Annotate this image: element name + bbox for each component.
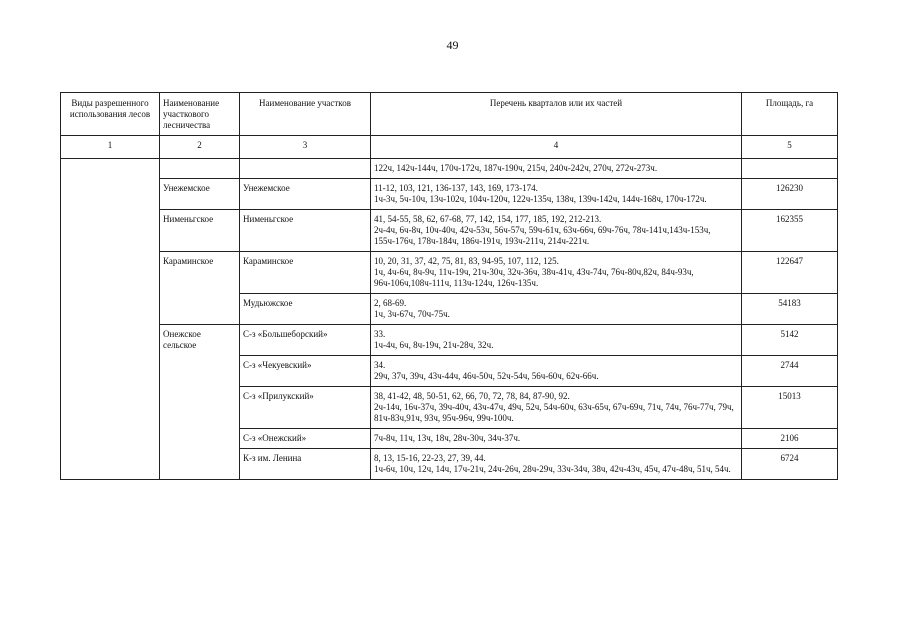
quarters-cell bbox=[371, 179, 742, 210]
page-number: 49 bbox=[446, 38, 459, 52]
use-type-cell bbox=[61, 159, 160, 480]
quarters-whole: 34. bbox=[374, 360, 386, 370]
quarters-partial: 2ч-14ч, 16ч-37ч, 39ч-40ч, 43ч-47ч, 49ч, 52ч, 54ч-60ч, 63ч-65ч, 67ч-69ч, 71ч, 74ч, 76ч-77ч, 79ч, 81ч-83ч,91ч, 93ч, 95ч-96ч, 99ч-100ч. bbox=[374, 402, 734, 423]
table-row bbox=[61, 325, 838, 356]
forestry-cell: Нименьгское bbox=[160, 210, 240, 252]
header-use-type: Виды разрешенного использования лесов bbox=[61, 93, 160, 136]
column-number: 3 bbox=[240, 136, 371, 159]
plot-cell: Нименьгское bbox=[240, 210, 371, 252]
table-header-row bbox=[61, 93, 838, 136]
quarters-cell bbox=[371, 294, 742, 325]
table-row bbox=[61, 252, 838, 294]
quarters-partial: 29ч, 37ч, 39ч, 43ч-44ч, 46ч-50ч, 52ч-54ч, 56ч-60ч, 62ч-66ч. bbox=[374, 371, 599, 381]
quarters-cell bbox=[371, 325, 742, 356]
quarters-cell bbox=[371, 210, 742, 252]
header-area: Площадь, га bbox=[742, 93, 838, 136]
forestry-cell: Караминское bbox=[160, 252, 240, 325]
column-number: 2 bbox=[160, 136, 240, 159]
header-forestry: Наименование участкового лесничества bbox=[160, 93, 240, 136]
column-number: 5 bbox=[742, 136, 838, 159]
plot-cell: Караминское bbox=[240, 252, 371, 294]
area-cell: 162355 bbox=[742, 210, 838, 252]
quarters-partial: 1ч, 3ч-67ч, 70ч-75ч. bbox=[374, 309, 450, 319]
plot-cell bbox=[240, 159, 371, 179]
column-number-row bbox=[61, 136, 838, 159]
quarters-partial: 1ч, 4ч-6ч, 8ч-9ч, 11ч-19ч, 21ч-30ч, 32ч-36ч, 38ч-41ч, 43ч-74ч, 76ч-80ч,82ч, 84ч-93ч, 96ч-106ч,108ч-111ч, 113ч-124ч, 126ч-135ч. bbox=[374, 267, 694, 288]
header-plot: Наименование участков bbox=[240, 93, 371, 136]
forest-use-table bbox=[60, 92, 838, 480]
quarters-partial: 1ч-4ч, 6ч, 8ч-19ч, 21ч-28ч, 32ч. bbox=[374, 340, 494, 350]
area-cell: 2744 bbox=[742, 356, 838, 387]
quarters-whole: 8, 13, 15-16, 22-23, 27, 39, 44. bbox=[374, 453, 486, 463]
quarters-partial: 122ч, 142ч-144ч, 170ч-172ч, 187ч-190ч, 215ч, 240ч-242ч, 270ч, 272ч-273ч. bbox=[374, 163, 658, 173]
quarters-whole: 38, 41-42, 48, 50-51, 62, 66, 70, 72, 78, 84, 87-90, 92. bbox=[374, 391, 570, 401]
table-row bbox=[61, 159, 838, 179]
quarters-partial: 7ч-8ч, 11ч, 13ч, 18ч, 28ч-30ч, 34ч-37ч. bbox=[374, 433, 521, 443]
column-number: 1 bbox=[61, 136, 160, 159]
plot-cell: К-з им. Ленина bbox=[240, 449, 371, 480]
quarters-cell bbox=[371, 356, 742, 387]
plot-cell: С-з «Онежский» bbox=[240, 429, 371, 449]
quarters-partial: 2ч-4ч, 6ч-8ч, 10ч-40ч, 42ч-53ч, 56ч-57ч, 59ч-61ч, 63ч-66ч, 69ч-76ч, 78ч-141ч,143ч-153ч, 155ч-176ч, 178ч-184ч, 186ч-191ч, 193ч-211ч, 214ч-221ч. bbox=[374, 225, 711, 246]
area-cell: 15013 bbox=[742, 387, 838, 429]
plot-cell: С-з «Большеборский» bbox=[240, 325, 371, 356]
quarters-cell bbox=[371, 387, 742, 429]
column-number: 4 bbox=[371, 136, 742, 159]
quarters-whole: 11-12, 103, 121, 136-137, 143, 169, 173-174. bbox=[374, 183, 538, 193]
plot-cell: С-з «Чекуевский» bbox=[240, 356, 371, 387]
area-cell: 54183 bbox=[742, 294, 838, 325]
quarters-whole: 10, 20, 31, 37, 42, 75, 81, 83, 94-95, 107, 112, 125. bbox=[374, 256, 559, 266]
area-cell: 126230 bbox=[742, 179, 838, 210]
forestry-cell bbox=[160, 159, 240, 179]
table-row bbox=[61, 210, 838, 252]
quarters-cell bbox=[371, 449, 742, 480]
table-row bbox=[61, 179, 838, 210]
plot-cell: Мудьюжское bbox=[240, 294, 371, 325]
area-cell: 2106 bbox=[742, 429, 838, 449]
quarters-partial: 1ч-3ч, 5ч-10ч, 13ч-102ч, 104ч-120ч, 122ч-135ч, 138ч, 139ч-142ч, 144ч-168ч, 170ч-172ч. bbox=[374, 194, 707, 204]
area-cell: 122647 bbox=[742, 252, 838, 294]
area-cell: 5142 bbox=[742, 325, 838, 356]
quarters-whole: 2, 68-69. bbox=[374, 298, 407, 308]
quarters-whole: 33. bbox=[374, 329, 386, 339]
plot-cell: Унежемское bbox=[240, 179, 371, 210]
area-cell bbox=[742, 159, 838, 179]
quarters-cell bbox=[371, 252, 742, 294]
header-quarters: Перечень кварталов или их частей bbox=[371, 93, 742, 136]
forestry-cell: Онежское сельское bbox=[160, 325, 240, 480]
area-cell: 6724 bbox=[742, 449, 838, 480]
forestry-cell: Унежемское bbox=[160, 179, 240, 210]
plot-cell: С-з «Прилукский» bbox=[240, 387, 371, 429]
quarters-cell bbox=[371, 159, 742, 179]
quarters-partial: 1ч-6ч, 10ч, 12ч, 14ч, 17ч-21ч, 24ч-26ч, 28ч-29ч, 33ч-34ч, 38ч, 42ч-43ч, 45ч, 47ч-48ч, 51ч, 54ч. bbox=[374, 464, 731, 474]
quarters-whole: 41, 54-55, 58, 62, 67-68, 77, 142, 154, 177, 185, 192, 212-213. bbox=[374, 214, 602, 224]
quarters-cell bbox=[371, 429, 742, 449]
